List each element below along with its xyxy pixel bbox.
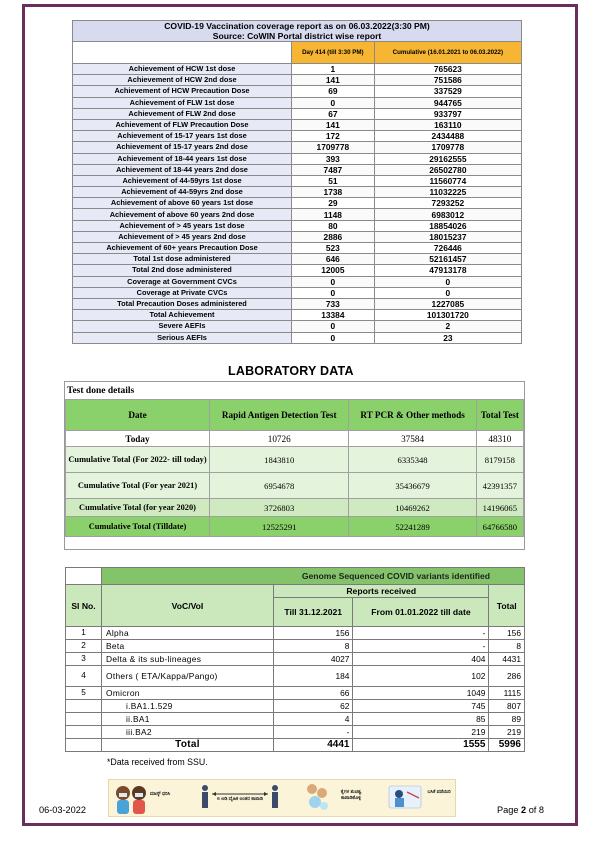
vaccination-report-title <box>73 21 522 42</box>
vaccination-row-day-value: 13384 <box>292 310 375 321</box>
vaccination-row-day-value: 141 <box>292 119 375 130</box>
laboratory-data-heading: LABORATORY DATA <box>228 364 354 378</box>
genome-row <box>66 726 525 739</box>
genome-row-variant: Beta <box>102 640 274 653</box>
genome-row-from: - <box>353 640 489 653</box>
genome-row <box>66 687 525 700</box>
lab-header-rat: Rapid Antigen Detection Test <box>210 400 349 431</box>
vaccination-row <box>73 164 522 175</box>
lab-row-label: Cumulative Total (For year 2021) <box>66 473 210 499</box>
page-current: 2 <box>521 805 527 815</box>
vaccination-row-label: Achievement of above 60 years 2nd dose <box>73 209 292 220</box>
lab-row-rtpcr: 37584 <box>349 431 476 447</box>
genome-row <box>66 640 525 653</box>
genome-row-variant: Others ( ETA/Kappa/Pango) <box>102 666 274 687</box>
lab-row-label: Today <box>66 431 210 447</box>
genome-row <box>66 627 525 640</box>
lab-row <box>66 447 524 473</box>
vaccination-row-cumulative-value: 26502780 <box>374 164 521 175</box>
vaccination-row-label: Coverage at Private CVCs <box>73 287 292 298</box>
lab-row-rat: 12525291 <box>210 517 349 537</box>
vaccination-row <box>73 220 522 231</box>
lab-row-rat: 10726 <box>210 431 349 447</box>
vaccination-row-day-value: 67 <box>292 108 375 119</box>
vaccination-row-cumulative-value: 6983012 <box>374 209 521 220</box>
vaccination-row <box>73 64 522 75</box>
genome-row-total: 156 <box>489 627 525 640</box>
lab-row-rtpcr: 6335348 <box>349 447 476 473</box>
vaccination-row <box>73 75 522 86</box>
vaccination-row-cumulative-value: 726446 <box>374 243 521 254</box>
genome-total-till: 4441 <box>274 739 353 752</box>
lab-row-rat: 6954678 <box>210 473 349 499</box>
vaccination-row <box>73 153 522 164</box>
genome-row-sl <box>66 713 102 726</box>
genome-header-reports: Reports received <box>274 585 489 598</box>
genome-row-sl: 1 <box>66 627 102 640</box>
vaccination-row <box>73 198 522 209</box>
vaccination-row-label: Achievement of 18-44 years 2nd dose <box>73 164 292 175</box>
lab-row-rat: 1843810 <box>210 447 349 473</box>
lab-row <box>66 517 524 537</box>
vaccination-row-day-value: 51 <box>292 175 375 186</box>
vaccination-row-day-value: 141 <box>292 75 375 86</box>
vaccination-row-day-value: 7487 <box>292 164 375 175</box>
vaccination-row-cumulative-value: 2 <box>374 321 521 332</box>
lab-header-date: Date <box>66 400 210 431</box>
vaccination-row <box>73 231 522 242</box>
vaccination-row <box>73 86 522 97</box>
genome-row-till: 4027 <box>274 653 353 666</box>
vaccination-row-day-value: 523 <box>292 243 375 254</box>
genome-row-variant: Delta & its sub-lineages <box>102 653 274 666</box>
vaccination-row-label: Achievement of HCW Precaution Dose <box>73 86 292 97</box>
genome-total-label: Total <box>102 739 274 752</box>
vaccination-title-text: COVID-19 Vaccination coverage report as on 06.03.2022(3:30 PM) <box>164 21 430 31</box>
banner-text-vaccine: ಲಸಿಕೆ ಪಡೆಯಿರಿ <box>427 790 451 795</box>
page-prefix: Page <box>497 805 522 815</box>
vaccination-source-text: Source: CoWIN Portal district wise report <box>212 31 382 41</box>
lab-row-rat: 3726803 <box>210 499 349 517</box>
vaccination-row-cumulative-value: 11560774 <box>374 175 521 186</box>
vaccination-row-cumulative-value: 163110 <box>374 119 521 130</box>
lab-row-total: 14196065 <box>476 499 523 517</box>
vaccination-row-day-value: 2886 <box>292 231 375 242</box>
vaccination-row <box>73 119 522 130</box>
genome-row-from: - <box>353 627 489 640</box>
genome-row-total: 8 <box>489 640 525 653</box>
genome-total-row <box>66 739 525 752</box>
lab-row-rtpcr: 10469262 <box>349 499 476 517</box>
vaccination-row <box>73 142 522 153</box>
banner-text-handwash: ಕೈಗಳ ಶುಚಿತ್ವ ಕಾಪಾಡಿಕೊಳ್ಳಿ <box>340 790 362 801</box>
vaccination-row-label: Achievement of HCW 2nd dose <box>73 75 292 86</box>
genome-row-from: 404 <box>353 653 489 666</box>
vaccination-row-day-value: 393 <box>292 153 375 164</box>
lab-row-label: Cumulative Total (Tilldate) <box>66 517 210 537</box>
vaccination-row-label: Severe AEFIs <box>73 321 292 332</box>
vaccination-row-cumulative-value: 0 <box>374 287 521 298</box>
vaccination-row-day-value: 733 <box>292 298 375 309</box>
laboratory-table <box>65 399 524 537</box>
vaccine-icon <box>389 786 421 808</box>
vaccination-row-cumulative-value: 1709778 <box>374 142 521 153</box>
vaccination-row-label: Achievement of above 60 years 1st dose <box>73 198 292 209</box>
vaccination-row-cumulative-value: 29162555 <box>374 153 521 164</box>
vaccination-row-cumulative-value: 765623 <box>374 64 521 75</box>
vaccination-row <box>73 332 522 343</box>
vaccination-row-day-value: 1738 <box>292 187 375 198</box>
genome-row-sl: 4 <box>66 666 102 687</box>
vaccination-row-day-value: 29 <box>292 198 375 209</box>
genome-row-variant: i.BA1.1.529 <box>102 700 274 713</box>
genome-row-till: 156 <box>274 627 353 640</box>
footer-page-number <box>497 805 544 815</box>
vaccination-row-cumulative-value: 101301720 <box>374 310 521 321</box>
vaccination-row-label: Achievement of FLW 1st dose <box>73 97 292 108</box>
lab-row-total: 42391357 <box>476 473 523 499</box>
genome-row-total: 807 <box>489 700 525 713</box>
lab-row <box>66 473 524 499</box>
vaccination-row <box>73 298 522 309</box>
vaccination-row-cumulative-value: 52161457 <box>374 254 521 265</box>
vaccination-row-cumulative-value: 944765 <box>374 97 521 108</box>
vaccination-row <box>73 175 522 186</box>
genome-header-total: Total <box>489 585 525 627</box>
lab-row-label: Cumulative Total (for year 2020) <box>66 499 210 517</box>
lab-header-total: Total Test <box>476 400 523 431</box>
lab-row <box>66 499 524 517</box>
lab-header-rtpcr: RT PCR & Other methods <box>349 400 476 431</box>
genome-row-till: 184 <box>274 666 353 687</box>
handwash-icon <box>307 784 328 810</box>
genome-total-sl <box>66 739 102 752</box>
vaccination-row <box>73 265 522 276</box>
genome-row-till: 4 <box>274 713 353 726</box>
lab-row-total: 48310 <box>476 431 523 447</box>
vaccination-row-day-value: 12005 <box>292 265 375 276</box>
vaccination-row-cumulative-value: 11032225 <box>374 187 521 198</box>
vaccination-row <box>73 321 522 332</box>
genome-row-till: - <box>274 726 353 739</box>
genome-row-from: 1049 <box>353 687 489 700</box>
vaccination-row-cumulative-value: 933797 <box>374 108 521 119</box>
vaccination-row-label: Achievement of 60+ years Precaution Dose <box>73 243 292 254</box>
genome-row-sl: 2 <box>66 640 102 653</box>
lab-row-rtpcr: 52241289 <box>349 517 476 537</box>
lab-row <box>66 431 524 447</box>
genome-row-sl <box>66 726 102 739</box>
vaccination-row-label: Achievement of 18-44 years 1st dose <box>73 153 292 164</box>
covid-appropriate-behaviour-banner <box>108 779 456 817</box>
vaccination-row-day-value: 0 <box>292 332 375 343</box>
lab-row-total: 8179158 <box>476 447 523 473</box>
genome-header-from: From 01.01.2022 till date <box>353 598 489 627</box>
vaccination-row <box>73 287 522 298</box>
genome-row-total: 1115 <box>489 687 525 700</box>
genome-row-till: 62 <box>274 700 353 713</box>
genome-variants-table <box>65 567 525 752</box>
genome-title-blank <box>66 568 102 585</box>
vaccination-row-cumulative-value: 47913178 <box>374 265 521 276</box>
vaccination-row-cumulative-value: 0 <box>374 276 521 287</box>
genome-row <box>66 713 525 726</box>
vaccination-row-cumulative-value: 751586 <box>374 75 521 86</box>
genome-row <box>66 653 525 666</box>
vaccination-row <box>73 108 522 119</box>
vaccination-row-label: Achievement of 15-17 years 2nd dose <box>73 142 292 153</box>
genome-row-sl: 5 <box>66 687 102 700</box>
lab-row-total: 64766580 <box>476 517 523 537</box>
vaccination-row-cumulative-value: 23 <box>374 332 521 343</box>
vaccination-row-label: Achievement of HCW 1st dose <box>73 64 292 75</box>
vaccination-row <box>73 276 522 287</box>
genome-row-till: 66 <box>274 687 353 700</box>
vaccination-row-day-value: 1 <box>292 64 375 75</box>
vaccination-row-label: Achievement of 15-17 years 1st dose <box>73 131 292 142</box>
genome-row-till: 8 <box>274 640 353 653</box>
vaccination-row-day-value: 0 <box>292 276 375 287</box>
vaccination-row-label: Serious AEFIs <box>73 332 292 343</box>
genome-row <box>66 700 525 713</box>
blank-header-cell <box>73 42 292 64</box>
vaccination-row-day-value: 0 <box>292 287 375 298</box>
vaccination-row-label: Achievement of FLW Precaution Dose <box>73 119 292 130</box>
vaccination-row <box>73 97 522 108</box>
genome-row-sl <box>66 700 102 713</box>
vaccination-row-label: Total 1st dose administered <box>73 254 292 265</box>
vaccination-row-day-value: 0 <box>292 97 375 108</box>
vaccination-row-day-value: 1148 <box>292 209 375 220</box>
lab-row-label: Cumulative Total (For 2022- till today) <box>66 447 210 473</box>
vaccination-row-cumulative-value: 7293252 <box>374 198 521 209</box>
genome-row-sl: 3 <box>66 653 102 666</box>
genome-row-total: 89 <box>489 713 525 726</box>
genome-row-total: 219 <box>489 726 525 739</box>
genome-row-total: 286 <box>489 666 525 687</box>
vaccination-row-day-value: 172 <box>292 131 375 142</box>
vaccination-row <box>73 187 522 198</box>
genome-row-variant: Alpha <box>102 627 274 640</box>
vaccination-row-label: Coverage at Government CVCs <box>73 276 292 287</box>
genome-row-from: 219 <box>353 726 489 739</box>
vaccination-row-label: Total 2nd dose administered <box>73 265 292 276</box>
vaccination-row-label: Total Achievement <box>73 310 292 321</box>
lab-row-rtpcr: 35436679 <box>349 473 476 499</box>
genome-title: Genome Sequenced COVID variants identified <box>102 568 525 585</box>
genome-total-from: 1555 <box>353 739 489 752</box>
vaccination-row-cumulative-value: 337529 <box>374 86 521 97</box>
test-done-caption: Test done details <box>67 386 135 396</box>
genome-row <box>66 666 525 687</box>
vaccination-row-cumulative-value: 18854026 <box>374 220 521 231</box>
vaccination-row-cumulative-value: 1227085 <box>374 298 521 309</box>
genome-header-till: Till 31.12.2021 <box>274 598 353 627</box>
vaccination-row-day-value: 0 <box>292 321 375 332</box>
vaccination-row-day-value: 80 <box>292 220 375 231</box>
vaccination-row <box>73 209 522 220</box>
banner-illustration <box>109 780 457 818</box>
page-suffix: of 8 <box>526 805 545 815</box>
vaccination-row-label: Achievement of > 45 years 2nd dose <box>73 231 292 242</box>
vaccination-row-cumulative-value: 2434488 <box>374 131 521 142</box>
vaccination-row-label: Achievement of 44-59yrs 2nd dose <box>73 187 292 198</box>
day-column-header: Day 414 (till 3:30 PM) <box>292 42 375 64</box>
banner-text-mask: ಮಾಸ್ಕ್ ಧರಿಸಿ <box>149 792 171 797</box>
genome-row-from: 102 <box>353 666 489 687</box>
genome-footnote: *Data received from SSU. <box>107 757 208 767</box>
vaccination-row-label: Achievement of FLW 2nd dose <box>73 108 292 119</box>
vaccination-row <box>73 310 522 321</box>
genome-row-from: 745 <box>353 700 489 713</box>
vaccination-row <box>73 254 522 265</box>
vaccination-row <box>73 243 522 254</box>
vaccination-row-cumulative-value: 18015237 <box>374 231 521 242</box>
banner-text-distance: 6 ಅಡಿ ದೈಹಿಕ ಅಂತರ ಕಾಪಾಡಿ <box>217 797 263 802</box>
genome-row-variant: ii.BA1 <box>102 713 274 726</box>
vaccination-row-day-value: 69 <box>292 86 375 97</box>
vaccination-coverage-table <box>72 20 522 344</box>
genome-total-total: 5996 <box>489 739 525 752</box>
genome-row-variant: Omicron <box>102 687 274 700</box>
vaccination-row <box>73 131 522 142</box>
vaccination-row-label: Achievement of 44-59yrs 1st dose <box>73 175 292 186</box>
genome-header-sl: Sl No. <box>66 585 102 627</box>
vaccination-row-day-value: 1709778 <box>292 142 375 153</box>
genome-header-voc: VoC/VoI <box>102 585 274 627</box>
cumulative-column-header: Cumulative (16.01.2021 to 06.03.2022) <box>374 42 521 64</box>
genome-row-total: 4431 <box>489 653 525 666</box>
vaccination-row-label: Achievement of > 45 years 1st dose <box>73 220 292 231</box>
genome-row-from: 85 <box>353 713 489 726</box>
vaccination-row-label: Total Precaution Doses administered <box>73 298 292 309</box>
footer-date: 06-03-2022 <box>39 805 86 815</box>
genome-row-variant: iii.BA2 <box>102 726 274 739</box>
mask-icon <box>116 786 146 814</box>
vaccination-row-day-value: 646 <box>292 254 375 265</box>
